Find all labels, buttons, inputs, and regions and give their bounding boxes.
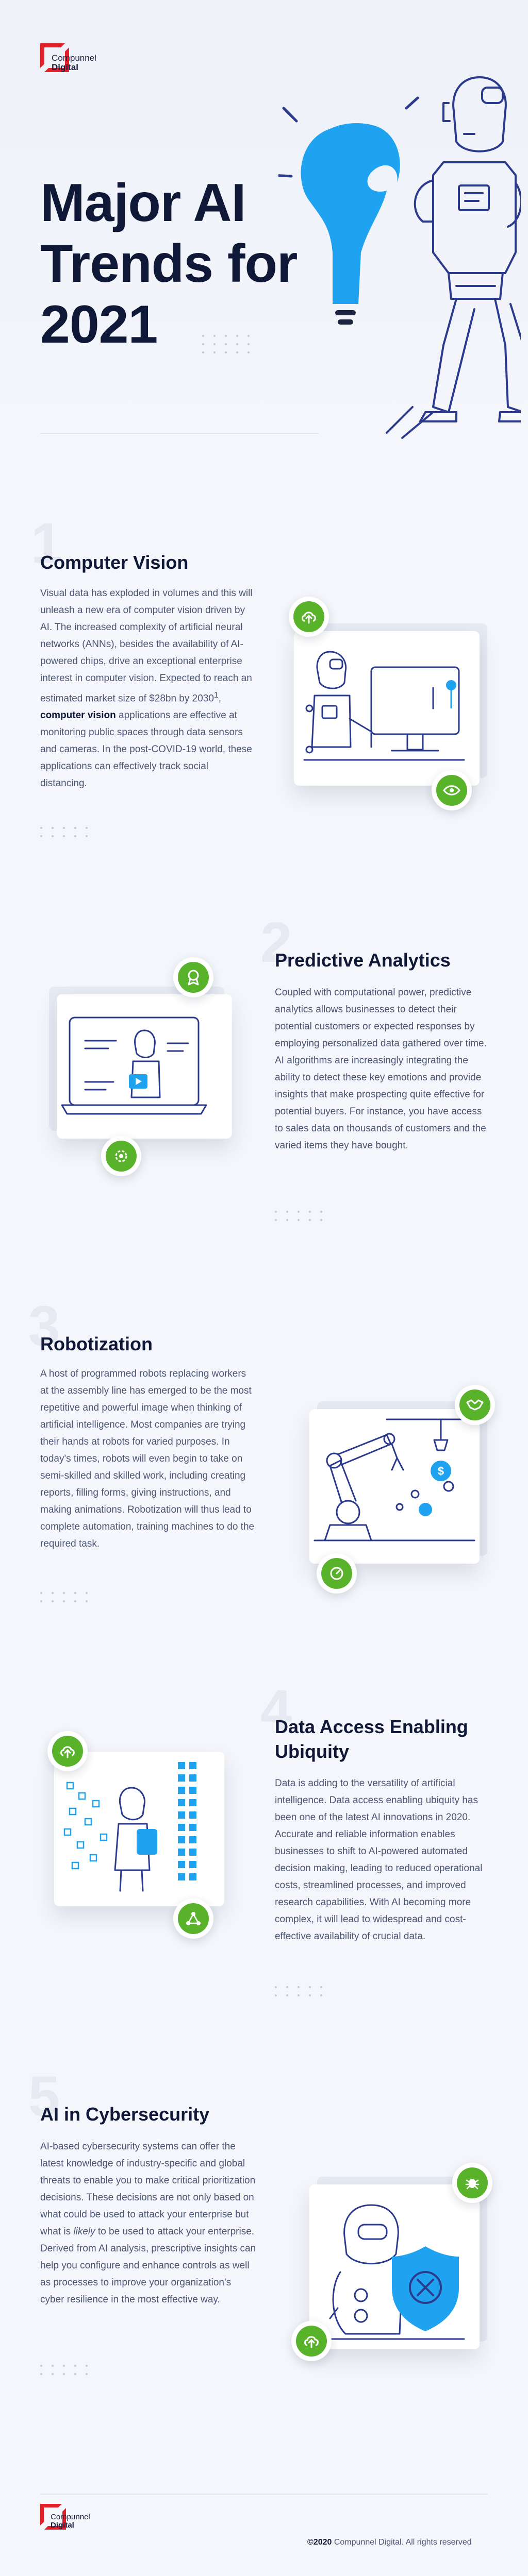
body-text-bold: computer vision xyxy=(40,710,116,721)
award-icon xyxy=(173,957,213,997)
section-body: Data is adding to the versatility of artificial intelligence. Data access enabling ubiquity has been one of the latest AI innovations in 2020. Accurate and reliable information enables businesses to shift to AI-powered automated decision making, leading to reduced operational costs, streamlined processes, and improved research capabilities. With AI becoming more complex, it will lead to widespread and cost-effective availability of crucial data. xyxy=(275,1778,483,1942)
brain-gear-icon xyxy=(101,1136,141,1176)
svg-text:$: $ xyxy=(437,1465,444,1478)
robot-data-blocks-illustration xyxy=(54,1752,224,1906)
title-line-2: Trends for xyxy=(40,234,298,294)
robot-lightbulb-illustration xyxy=(278,57,521,459)
decorative-dots xyxy=(275,1211,325,1221)
logo-text xyxy=(52,54,96,72)
section-body xyxy=(40,2138,257,2308)
section-title: Robotization xyxy=(40,1333,153,1354)
page-title xyxy=(40,173,298,355)
company-logo[interactable] xyxy=(40,43,96,72)
section-title: Predictive Analytics xyxy=(275,950,451,971)
copyright-rest: Compunnel Digital. All rights reserved xyxy=(332,2538,472,2547)
section-body: Coupled with computational power, predictive analytics allows businesses to detect their potential customers or expected responses by employing personalized data gathered over time. AI algorithms are increasingly integrating the ability to detect these key emotions and provide insights that make prospecting quite effective for potential buyers. For instance, you have access to sales data on thousands of customers and the varied items they have bought. xyxy=(275,987,487,1151)
body-text-pre: AI-based cybersecurity systems can offer the latest knowledge of industry-specific and global threats to enable you to make critical prioritization decisions. These decisions are not only based on what could be used to attack your enterprise but what is xyxy=(40,2141,256,2237)
section-title xyxy=(275,1715,468,1764)
logo-line-1: Compunnel xyxy=(51,2513,90,2521)
robot-video-screen-illustration xyxy=(57,994,232,1139)
title-line-3: 2021 xyxy=(40,295,158,354)
title-line-2: Ubiquity xyxy=(275,1741,349,1762)
decorative-dots xyxy=(275,1986,325,1996)
network-icon xyxy=(173,1899,213,1939)
robotization-card xyxy=(309,1409,480,1564)
logo-line-2: Digital xyxy=(51,2521,74,2530)
body-text-post: to be used to attack your enterprise. Derived from AI analysis, prescriptive insights can help you configure and enhance controls as well as processes to improve your organization's cyber resilience in the most effective way. xyxy=(40,2226,256,2305)
body-text-post: applications are effective at monitoring public spaces through data sensors and cameras. In the post-COVID-19 world, these applications can effectively track social distancing. xyxy=(40,710,252,789)
predictive-analytics-card xyxy=(57,994,232,1139)
handshake-icon xyxy=(455,1385,495,1425)
data-access-card xyxy=(54,1752,224,1906)
hero-section xyxy=(0,0,528,453)
cybersecurity-card xyxy=(309,2184,480,2349)
section-number: 4 xyxy=(260,1679,292,1742)
gauge-icon xyxy=(317,1553,357,1594)
section-number: 2 xyxy=(260,911,292,974)
decorative-dots xyxy=(40,1592,91,1602)
decorative-dots xyxy=(202,335,253,353)
section-body: A host of programmed robots replacing workers at the assembly line has emerged to be the most repetitive and powerful image when thinking of artificial intelligence. Most companies are trying their hands at robots for varied purposes. In today's times, robots will even begin to take on semi-skilled and skilled work, including creating reports, filling forms, giving instructions, and making animations. Robotization will thus lead to complete automation, training machines to do the required task. xyxy=(40,1368,255,1549)
footer-divider xyxy=(40,2494,488,2495)
copyright-year: ©2020 xyxy=(307,2538,332,2547)
logo-text xyxy=(51,2513,90,2530)
copyright-text xyxy=(307,2538,472,2547)
section-title: Computer Vision xyxy=(40,552,189,573)
logo-line-1: Compunnel xyxy=(52,53,96,63)
decorative-dots xyxy=(40,827,91,837)
footer-logo[interactable] xyxy=(40,2504,90,2530)
robotic-arm-illustration xyxy=(309,1409,480,1564)
section-body xyxy=(40,585,257,792)
robot-shield-illustration xyxy=(309,2184,480,2349)
cloud-upload-icon xyxy=(47,1731,88,1771)
cloud-upload-icon xyxy=(291,2321,332,2361)
section-title: AI in Cybersecurity xyxy=(40,2104,210,2125)
hero-divider xyxy=(40,433,319,434)
title-line-1: Data Access Enabling xyxy=(275,1716,468,1737)
robot-computer-illustration xyxy=(294,631,480,786)
body-text-pre: Visual data has exploded in volumes and this will unleash a new era of computer vision driven by AI. The increased complexity of artificial neural networks (ANNs), besides the availability of AI-powered chips, drive an exceptional enterprise interest in computer vision. Expected to reach an estimated market size of $28bn by 2030 xyxy=(40,588,253,704)
title-line-1: Major AI xyxy=(40,173,246,233)
body-text-sep: , xyxy=(218,693,222,704)
section-number: 3 xyxy=(28,1295,60,1358)
cloud-upload-icon xyxy=(289,597,329,637)
computer-vision-card xyxy=(294,631,480,786)
bug-icon xyxy=(452,2163,492,2203)
body-text-italic: likely xyxy=(73,2226,95,2237)
eye-icon xyxy=(432,770,472,810)
section-number: 5 xyxy=(28,2065,60,2128)
decorative-dots xyxy=(40,2365,91,2375)
section-number: 1 xyxy=(31,512,63,575)
logo-line-2: Digital xyxy=(52,62,78,72)
footnote-ref: 1 xyxy=(213,691,219,700)
